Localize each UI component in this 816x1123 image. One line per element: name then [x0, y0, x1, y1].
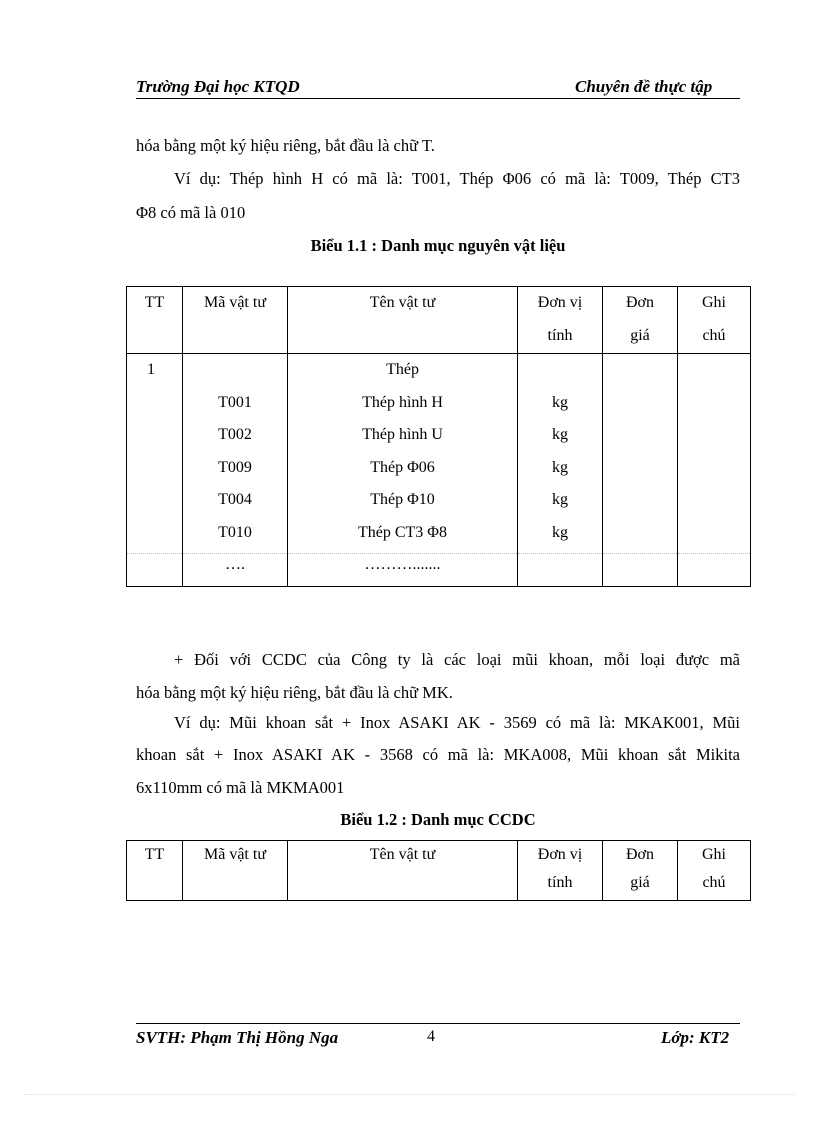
- header-tt: TT: [127, 841, 183, 901]
- material-code: T009: [218, 458, 252, 476]
- table2-caption: Biểu 1.2 : Danh mục CCDC: [340, 810, 536, 829]
- header-unit: Đơn vị tính: [518, 841, 603, 901]
- material-unit: kg: [552, 458, 568, 476]
- footer-class: Lớp: KT2: [661, 1028, 730, 1047]
- material-code: T001: [218, 393, 252, 411]
- material-code: T010: [218, 523, 252, 541]
- header-price: Đơn giá: [603, 841, 678, 901]
- group-unit-cell: [518, 354, 603, 587]
- header-name: Tên vật tư: [288, 287, 518, 354]
- header-school: Trường Đại học KTQD: [136, 77, 300, 96]
- materials-table: [126, 286, 751, 587]
- group-note-cell: [678, 354, 751, 587]
- header-price: Đơn giá: [603, 287, 678, 354]
- intro-line: hóa bằng một ký hiệu riêng, bắt đầu là chữ T.: [136, 136, 435, 155]
- table-header-row: [127, 841, 751, 901]
- material-code: T002: [218, 426, 252, 443]
- table-header-row: [127, 287, 751, 354]
- group-tt-cell: [127, 354, 183, 587]
- header-rule: [136, 98, 740, 99]
- material-name: Thép Φ10: [370, 491, 435, 508]
- header-note: Ghi chú: [678, 841, 751, 901]
- header-code: Mã vật tư: [183, 841, 288, 901]
- group-tt: 1: [147, 361, 155, 378]
- material-unit: kg: [552, 426, 568, 443]
- material-name: Thép CT3 Φ8: [357, 523, 447, 541]
- header-code: Mã vật tư: [183, 287, 288, 354]
- group-name-cell: [288, 354, 518, 587]
- material-name: Thép hình H: [362, 393, 443, 411]
- header-name: Tên vật tư: [288, 841, 518, 901]
- material-code: T004: [218, 491, 252, 508]
- group-code-cell: [183, 354, 288, 587]
- header-tt: TT: [127, 287, 183, 354]
- intro-example-line: Φ8 có mã là 010: [136, 203, 246, 222]
- name-ellipsis: ……….......: [364, 556, 441, 573]
- group-price-cell: [603, 354, 678, 587]
- material-unit: kg: [552, 491, 568, 508]
- ccdc-example-line: Ví dụ: Mũi khoan sắt + Inox ASAKI AK - 3569 có mã là: MKAK001, Mũi: [174, 713, 740, 732]
- ccdc-example-line: khoan sắt + Inox ASAKI AK - 3568 có mã là: MKA008, Mũi khoan sắt Mikita: [136, 745, 740, 764]
- group-name: Thép: [386, 361, 419, 378]
- material-name: Thép Φ06: [370, 458, 435, 476]
- footer-student: SVTH: Phạm Thị Hồng Nga: [136, 1028, 339, 1047]
- ccdc-example-line: 6x110mm có mã là MKMA001: [136, 778, 345, 797]
- page-edge: [24, 1094, 796, 1095]
- table-row: [127, 354, 751, 587]
- header-note: Ghi chú: [678, 287, 751, 354]
- ccdc-line: + Đối với CCDC của Công ty là các loại mũi khoan, mỗi loại được mã: [174, 650, 740, 669]
- material-name: Thép hình U: [362, 426, 443, 443]
- footer-page-number: 4: [427, 1028, 435, 1045]
- code-ellipsis: ….: [225, 556, 245, 573]
- material-unit: kg: [552, 393, 568, 411]
- header-unit: Đơn vị tính: [518, 287, 603, 354]
- tools-table: [126, 840, 751, 901]
- intro-example-line: Ví dụ: Thép hình H có mã là: T001, Thép Φ06 có mã là: T009, Thép CT3: [174, 169, 740, 188]
- footer-rule: [136, 1023, 740, 1024]
- material-unit: kg: [552, 523, 568, 541]
- table1-caption: Biểu 1.1 : Danh mục nguyên vật liệu: [310, 236, 566, 255]
- header-report-title: Chuyên đề thực tập: [575, 77, 713, 96]
- ccdc-line: hóa bằng một ký hiệu riêng, bắt đầu là chữ MK.: [136, 683, 453, 702]
